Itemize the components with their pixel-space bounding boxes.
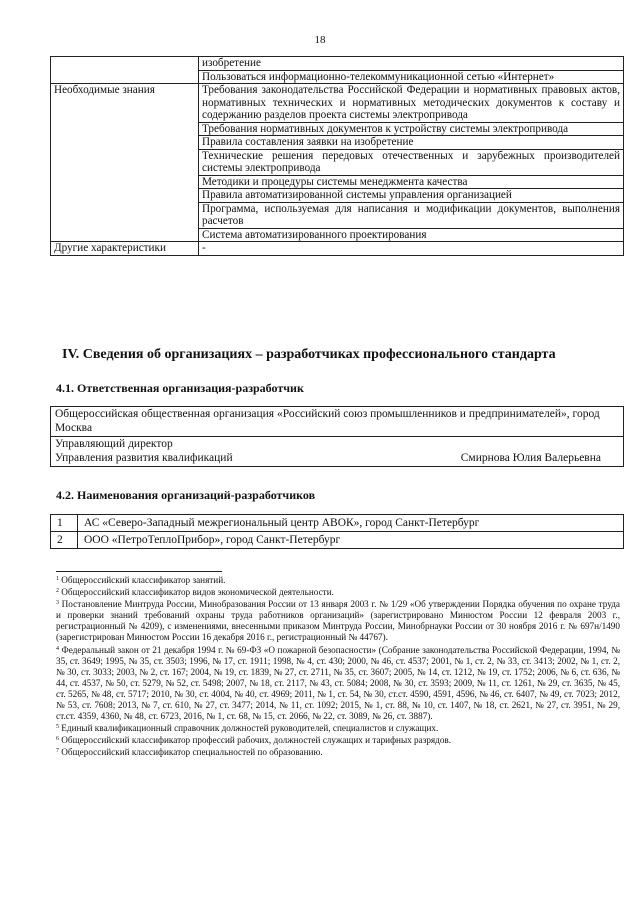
footnote-mark: 4 <box>56 645 59 652</box>
responsible-org-heading: 4.1. Ответственная организация-разработчик <box>56 381 304 395</box>
table-row <box>51 242 624 256</box>
footnote <box>56 598 620 643</box>
table-row <box>51 515 624 532</box>
table-cell: - <box>199 242 624 256</box>
footnote <box>56 644 620 723</box>
table-row <box>51 437 624 467</box>
footnote-separator <box>56 571 222 572</box>
table-row <box>51 57 624 71</box>
footnote-text: Единый квалификационный справочник должностей руководителей, специалистов и служащих. <box>61 723 439 734</box>
org-name: ООО «ПетроТеплоПрибор», город Санкт-Петербург <box>78 532 624 549</box>
signatory-name: Смирнова Юлия Валерьевна <box>460 451 601 464</box>
footnote <box>56 574 620 586</box>
row-label <box>51 57 199 84</box>
footnote-mark: 5 <box>56 724 59 731</box>
footnote-mark: 2 <box>56 588 59 595</box>
footnote-mark: 7 <box>56 748 59 755</box>
footnote-mark: 1 <box>56 576 59 582</box>
row-number: 1 <box>51 515 78 532</box>
row-number: 2 <box>51 532 78 549</box>
table-cell: Правила автоматизированной системы управления организацией <box>199 189 624 203</box>
page-number: 18 <box>314 34 326 46</box>
signatory-cell <box>51 437 624 467</box>
table-row <box>51 407 624 437</box>
footnote-text: Общероссийский классификатор видов экономической деятельности. <box>61 587 334 598</box>
footnote-mark: 3 <box>56 600 59 607</box>
table-cell: Требования нормативных документов к устройству системы электропривода <box>199 122 624 136</box>
section-title: IV. Сведения об организациях – разработчиках профессионального стандарта <box>62 347 556 362</box>
table-cell: Технические решения передовых отечественных и зарубежных производителей системы электропривода <box>199 149 624 175</box>
position-line: Управляющий директор <box>55 438 173 450</box>
footnote <box>56 734 620 746</box>
table-row <box>51 84 624 123</box>
org-name: АС «Северо-Западный межрегиональный центр АВОК», город Санкт-Петербург <box>78 515 624 532</box>
table-cell: Требования законодательства Российской Федерации и нормативных правовых актов, нормативных технических и нормативных методических документов к составу и содержанию разделов проекта системы электропривода <box>199 84 624 123</box>
table-cell: Система автоматизированного проектирования <box>199 228 624 242</box>
footnote-text: Общероссийский классификатор профессий рабочих, должностей служащих и тарифных разрядов. <box>61 735 452 746</box>
signatory-row <box>55 452 619 466</box>
footnotes <box>56 574 620 759</box>
requirements-table <box>50 56 624 256</box>
footnote <box>56 746 620 758</box>
table-cell: Методики и процедуры системы менеджмента качества <box>199 175 624 189</box>
footnote-text: Федеральный закон от 21 декабря 1994 г. № 69-ФЗ «О пожарной безопасности» (Собрание законодательства Российской Федерации, 1994, № 35, ст. 3649; 1995, № 35, ст. 3503; 1996, № 17, ст. 1911; 1998, № 4, ст. 430; 2000, № 46, ст. 4537; 2001, № 1, ст. 2, № 33, ст. 3413; 2002, № 1, ст. 2, № 30, ст. 3033; 2003, № 2, ст. 167; 2004, № 19, ст. 1839, № 27, ст. 2711, № 35, ст. 3607; 2005, № 14, ст. 1212, № 19, ст. 1752; 2006, № 6, ст. 636, № 44, ст. 4537, № 50, ст. 5279, № 52, ст. 5498; 2007, № 18, ст. 2117, № 43, ст. 5084; 2008, № 30, ст. 3593; 2009, № 11, ст. 1261, № 29, ст. 3635, № 45, ст. 5265, № 48, ст. 5717; 2010, № 30, ст. 4004, № 40, ст. 4969; 2011, № 1, ст. 54, № 30, ст.ст. 4590, 4591, 4596, № 46, ст. 6407, № 49, ст. 7023; 2012, № 53, ст. 7608; 2013, № 7, ст. 610, № 27, ст. 3477; 2014, № 11, ст. 1092; 2015, № 1, ст. 88, № 10, ст. 1407, № 18, ст. 2621, № 27, ст. 3951, № 29, ст.ст. 4359, 4360, № 48, ст. 6723, 2016, № 1, ст. 68, № 15, ст. 2066, № 22, ст. 3089, № 26, ст. 3887). <box>56 644 621 722</box>
row-label: Необходимые знания <box>51 84 199 242</box>
row-label: Другие характеристики <box>51 242 199 256</box>
table-cell: Программа, используемая для написания и модификации документов, выполнения расчетов <box>199 202 624 228</box>
table-row <box>51 532 624 549</box>
responsible-org-table <box>50 406 624 467</box>
table-cell: Пользоваться информационно-телекоммуникационной сетью «Интернет» <box>199 70 624 84</box>
table-cell: Правила составления заявки на изобретение <box>199 136 624 150</box>
org-name: Общероссийская общественная организация «Российский союз промышленников и предпринимателей», город Москва <box>51 407 624 437</box>
developer-orgs-table <box>50 514 624 549</box>
footnote <box>56 722 620 734</box>
footnote-mark: 6 <box>56 736 59 743</box>
footnote <box>56 586 620 598</box>
footnote-text: Общероссийский классификатор специальностей по образованию. <box>61 747 323 758</box>
footnote-text: Общероссийский классификатор занятий. <box>61 575 226 585</box>
footnote-text: Постановление Минтруда России, Минобразования России от 13 января 2003 г. № 1/29 «Об утверждении Порядка обучения по охране труда и проверки знаний требований охраны труда работников организаций» (зарегистрировано Минюстом России 12 февраля 2003 г., регистрационный № 4209), с изменениями, внесенными приказом Минтруда России, Минобрнауки России от 30 ноября 2016 г. № 697н/1490 (зарегистрирован Минюстом России 16 декабря 2016 г., регистрационный № 44767). <box>56 599 620 643</box>
table-cell: изобретение <box>199 57 624 71</box>
position-line: Управления развития квалификаций <box>55 451 233 464</box>
developer-orgs-heading: 4.2. Наименования организаций-разработчиков <box>56 488 316 502</box>
